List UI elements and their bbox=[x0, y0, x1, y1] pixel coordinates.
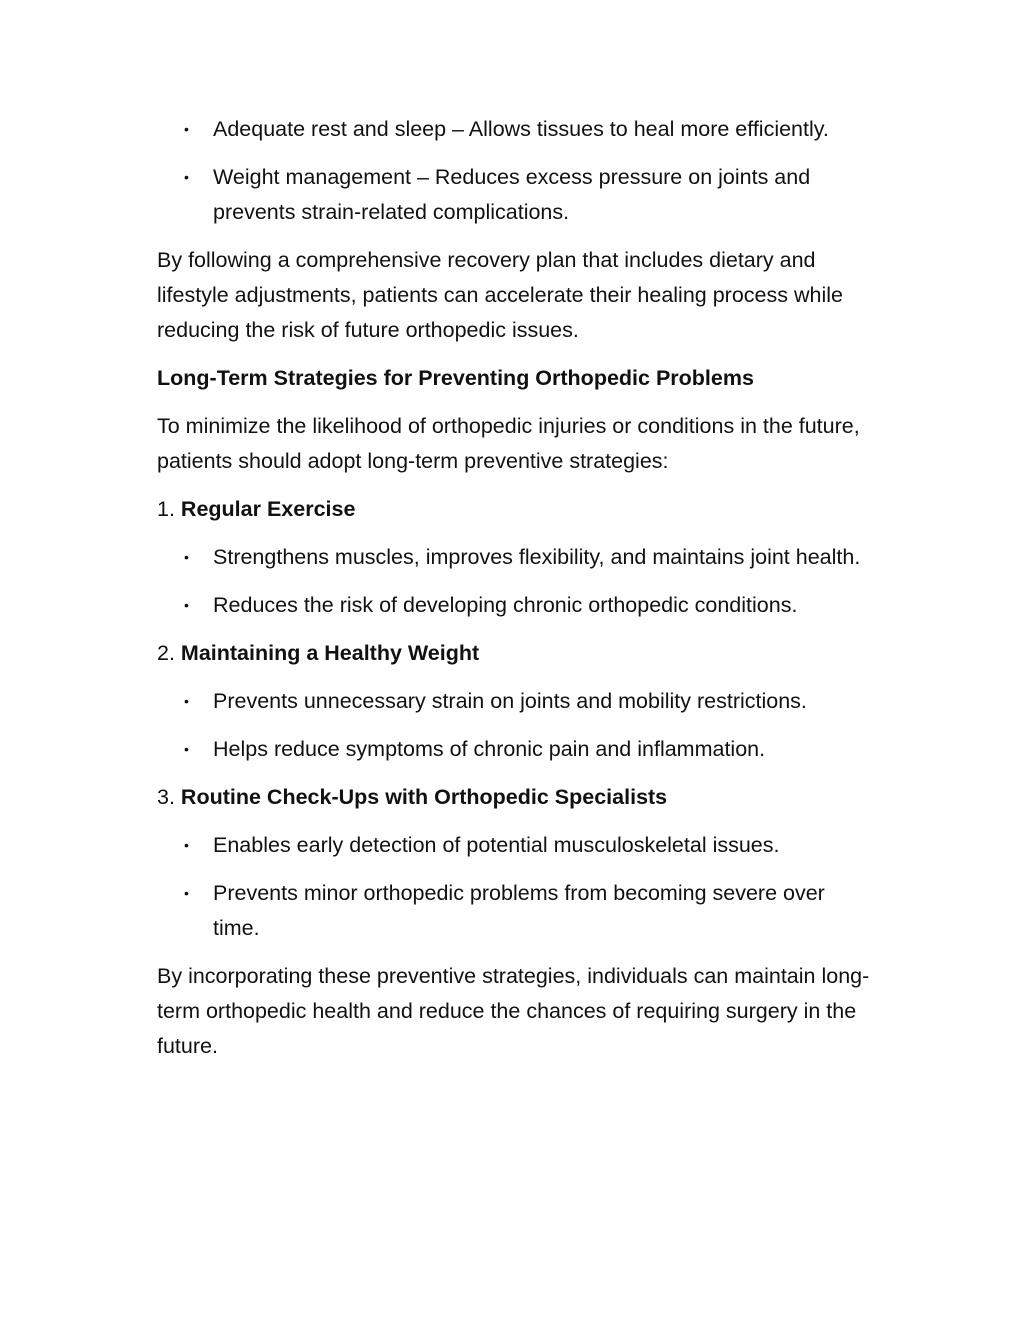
strategy-number: 2. bbox=[157, 641, 175, 665]
list-item bbox=[157, 684, 877, 719]
bullet-icon: • bbox=[184, 121, 189, 137]
paragraph-recovery-plan: By following a comprehensive recovery plan that includes dietary and lifestyle adjustments, patients can accelerate their healing process while reducing the risk of future orthopedic issues. bbox=[157, 248, 843, 342]
list-item-text: Prevents minor orthopedic problems from becoming severe over time. bbox=[213, 881, 825, 940]
section-heading: Long-Term Strategies for Preventing Orthopedic Problems bbox=[157, 366, 754, 390]
bullet-list-strategy-3 bbox=[157, 828, 877, 946]
bullet-icon: • bbox=[184, 597, 189, 613]
bullet-icon: • bbox=[184, 169, 189, 185]
list-item bbox=[157, 540, 877, 575]
bullet-list-strategy-2 bbox=[157, 684, 877, 767]
strategy-heading-1 bbox=[157, 492, 877, 527]
bullet-icon: • bbox=[184, 693, 189, 709]
list-item-text: Helps reduce symptoms of chronic pain and inflammation. bbox=[213, 737, 766, 761]
list-item bbox=[157, 828, 877, 863]
strategy-number: 3. bbox=[157, 785, 175, 809]
list-item-text: Weight management – Reduces excess pressure on joints and prevents strain-related complications. bbox=[213, 165, 811, 224]
strategy-heading-2 bbox=[157, 636, 877, 671]
list-item bbox=[157, 112, 877, 147]
bullet-list-strategy-1 bbox=[157, 540, 877, 623]
bullet-icon: • bbox=[184, 549, 189, 565]
paragraph-intro: To minimize the likelihood of orthopedic injuries or conditions in the future, patients should adopt long-term preventive strategies: bbox=[157, 414, 860, 473]
bullet-icon: • bbox=[184, 837, 189, 853]
list-item bbox=[157, 588, 877, 623]
bullet-list-recovery bbox=[157, 112, 877, 230]
list-item-text: Adequate rest and sleep – Allows tissues to heal more efficiently. bbox=[213, 117, 829, 141]
bullet-icon: • bbox=[184, 741, 189, 757]
strategy-title: Routine Check-Ups with Orthopedic Specialists bbox=[180, 785, 668, 809]
strategy-title: Regular Exercise bbox=[180, 497, 356, 521]
list-item-text: Prevents unnecessary strain on joints and mobility restrictions. bbox=[213, 689, 807, 713]
paragraph-conclusion: By incorporating these preventive strategies, individuals can maintain long-term orthopedic health and reduce the chances of requiring surgery in the future. bbox=[157, 964, 870, 1058]
list-item bbox=[157, 732, 877, 767]
bullet-icon: • bbox=[184, 885, 189, 901]
document-page bbox=[157, 112, 877, 1077]
strategy-heading-3 bbox=[157, 780, 877, 815]
list-item-text: Reduces the risk of developing chronic orthopedic conditions. bbox=[213, 593, 798, 617]
strategy-number: 1. bbox=[157, 497, 175, 521]
strategy-title: Maintaining a Healthy Weight bbox=[180, 641, 480, 665]
list-item bbox=[157, 160, 877, 230]
list-item-text: Enables early detection of potential musculoskeletal issues. bbox=[213, 833, 780, 857]
list-item-text: Strengthens muscles, improves flexibility, and maintains joint health. bbox=[213, 545, 861, 569]
list-item bbox=[157, 876, 877, 946]
